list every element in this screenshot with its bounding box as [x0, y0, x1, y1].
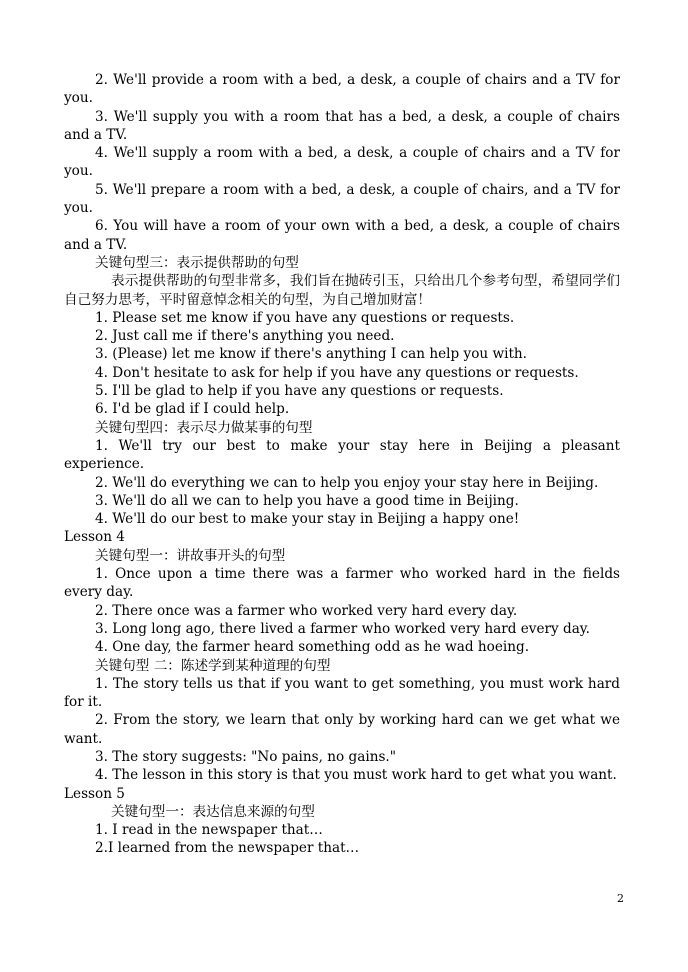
paragraph: 1. Please set me know if you have any questions or requests. [95, 309, 515, 326]
lesson-heading: Lesson 5 [64, 785, 125, 802]
paragraph: 4. The lesson in this story is that you must work hard to get what you want. [95, 767, 617, 784]
paragraph: 4. One day, the farmer heard something odd as he wad hoeing. [95, 639, 530, 656]
section-heading: 表示提供帮助的句型非常多，我们旨在抛砖引玉，只给出几个参考句型，希望同学们自己努力思考，平时留意悼念相关的句型，为自己增加财富！ [64, 273, 620, 308]
section-heading: 关键句型一：讲故事开头的句型 [95, 547, 286, 564]
paragraph: 2.I learned from the newspaper that… [95, 840, 360, 857]
paragraph: 2. We'll provide a room with a bed, a desk, a couple of chairs and a TV for you. [64, 72, 620, 107]
paragraph: 2. Just call me if there's anything you need. [95, 328, 395, 345]
paragraph: 2. From the story, we learn that only by working hard can we get what we want. [64, 712, 620, 747]
paragraph: 5. We'll prepare a room with a bed, a desk, a couple of chairs, and a TV for you. [64, 181, 620, 217]
paragraph: 2. We'll do everything we can to help you enjoy your stay here in Beijing. [95, 474, 599, 491]
section-heading: 关键句型一：表达信息来源的句型 [111, 803, 315, 820]
page-number: 2 [617, 892, 624, 905]
paragraph: 1. We'll try our best to make your stay here in Beijing a pleasant experience. [64, 437, 620, 473]
paragraph: 4. We'll do our best to make your stay in Beijing a happy one! [95, 511, 520, 528]
paragraph: 1. I read in the newspaper that… [95, 822, 323, 839]
paragraph: 6. I'd be glad if I could help. [95, 401, 290, 418]
paragraph: 3. We'll supply you with a room that has a bed, a desk, a couple of chairs and a TV. [64, 108, 620, 143]
paragraph: 3. The story suggests: "No pains, no gains." [95, 748, 396, 765]
paragraph: 1. The story tells us that if you want to get something, you must work hard for it. [64, 675, 620, 711]
section-heading: 关键句型四：表示尽力做某事的句型 [95, 419, 313, 436]
paragraph: 4. We'll supply a room with a bed, a desk, a couple of chairs and a TV for you. [64, 145, 620, 180]
lesson-heading: Lesson 4 [64, 529, 125, 546]
paragraph: 3. Long long ago, there lived a farmer who worked very hard every day. [95, 620, 590, 637]
paragraph: 2. There once was a farmer who worked very hard every day. [95, 602, 518, 619]
paragraph: 5. I'll be glad to help if you have any questions or requests. [95, 383, 504, 400]
section-heading: 关键句型 二：陈述学到某种道理的句型 [95, 657, 331, 674]
section-heading: 关键句型三：表示提供帮助的句型 [95, 254, 299, 271]
paragraph: 4. Don't hesitate to ask for help if you have any questions or requests. [95, 364, 579, 381]
paragraph: 1. Once upon a time there was a farmer who worked hard in the fields every day. [64, 566, 620, 601]
paragraph: 6. You will have a room of your own with a bed, a desk, a couple of chairs and a TV. [64, 218, 620, 253]
document-body [64, 71, 620, 858]
paragraph: 3. (Please) let me know if there's anything I can help you with. [95, 346, 527, 363]
paragraph: 3. We'll do all we can to help you have a good time in Beijing. [95, 492, 519, 509]
